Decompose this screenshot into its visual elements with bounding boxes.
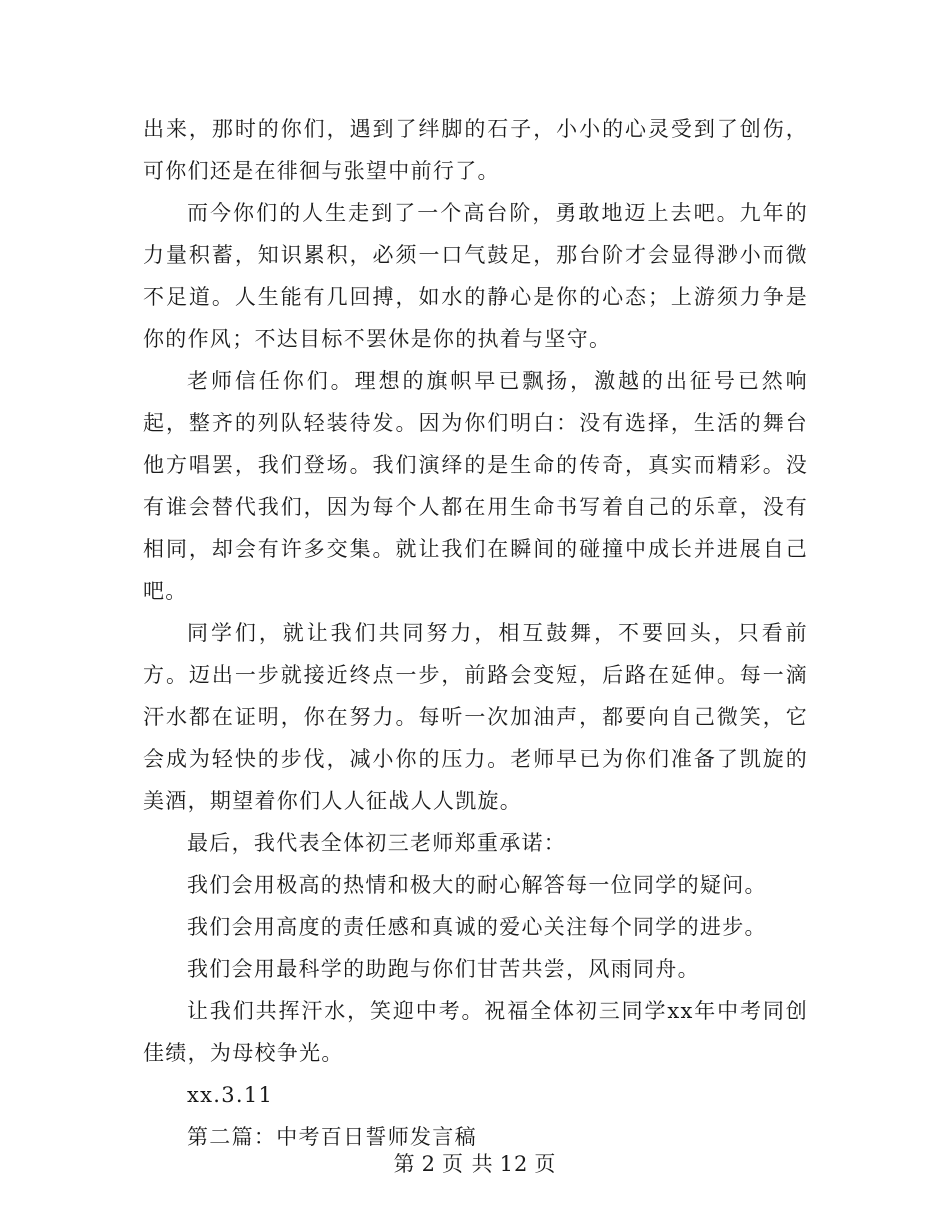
date-line: xx.3.11	[187, 1083, 274, 1107]
paragraph-1: 出来，那时的你们，遇到了绊脚的石子，小小的心灵受到了创伤，可你们还是在徘徊与张望中前行了。	[143, 117, 808, 183]
paragraph-8: 我们会用最科学的助跑与你们甘苦共尝，风雨同舟。	[187, 957, 700, 981]
paragraph-9: 让我们共挥汗水，笑迎中考。祝福全体初三同学xx年中考同创佳绩，为母校争光。	[143, 999, 808, 1065]
paragraph-4: 同学们，就让我们共同努力，相互鼓舞，不要回头，只看前方。迈出一步就接近终点一步，前路会变短，后路在延伸。每一滴汗水都在证明，你在努力。每听一次加油声，都要向自己微笑，它会成为轻快的步伐，减小你的压力。老师早已为你们准备了凯旋的美酒，期望着你们人人征战人人凯旋。	[143, 621, 808, 813]
paragraph-2: 而今你们的人生走到了一个高台阶，勇敢地迈上去吧。九年的力量积蓄，知识累积，必须一口气鼓足，那台阶才会显得渺小而微不足道。人生能有几回搏，如水的静心是你的心态；上游须力争是你的作风；不达目标不罢休是你的执着与坚守。	[143, 201, 808, 351]
document-body	[143, 108, 808, 1158]
page-footer	[0, 1148, 950, 1180]
footer-suffix: 页	[534, 1152, 557, 1176]
total-page-number: 12	[499, 1152, 529, 1176]
current-page-number: 2	[421, 1152, 436, 1176]
footer-prefix: 第	[393, 1152, 416, 1176]
paragraph-3: 老师信任你们。理想的旗帜早已飘扬，激越的出征号已然响起，整齐的列队轻装待发。因为你们明白：没有选择，生活的舞台他方唱罢，我们登场。我们演绎的是生命的传奇，真实而精彩。没有谁会替代我们，因为每个人都在用生命书写着自己的乐章，没有相同，却会有许多交集。就让我们在瞬间的碰撞中成长并进展自己吧。	[143, 369, 808, 603]
paragraph-6: 我们会用极高的热情和极大的耐心解答每一位同学的疑问。	[187, 873, 767, 897]
section-heading: 第二篇：中考百日誓师发言稿	[187, 1125, 477, 1149]
footer-middle: 页 共	[441, 1152, 494, 1176]
paragraph-5: 最后，我代表全体初三老师郑重承诺：	[187, 831, 567, 855]
paragraph-7: 我们会用高度的责任感和真诚的爱心关注每个同学的进步。	[187, 915, 767, 939]
